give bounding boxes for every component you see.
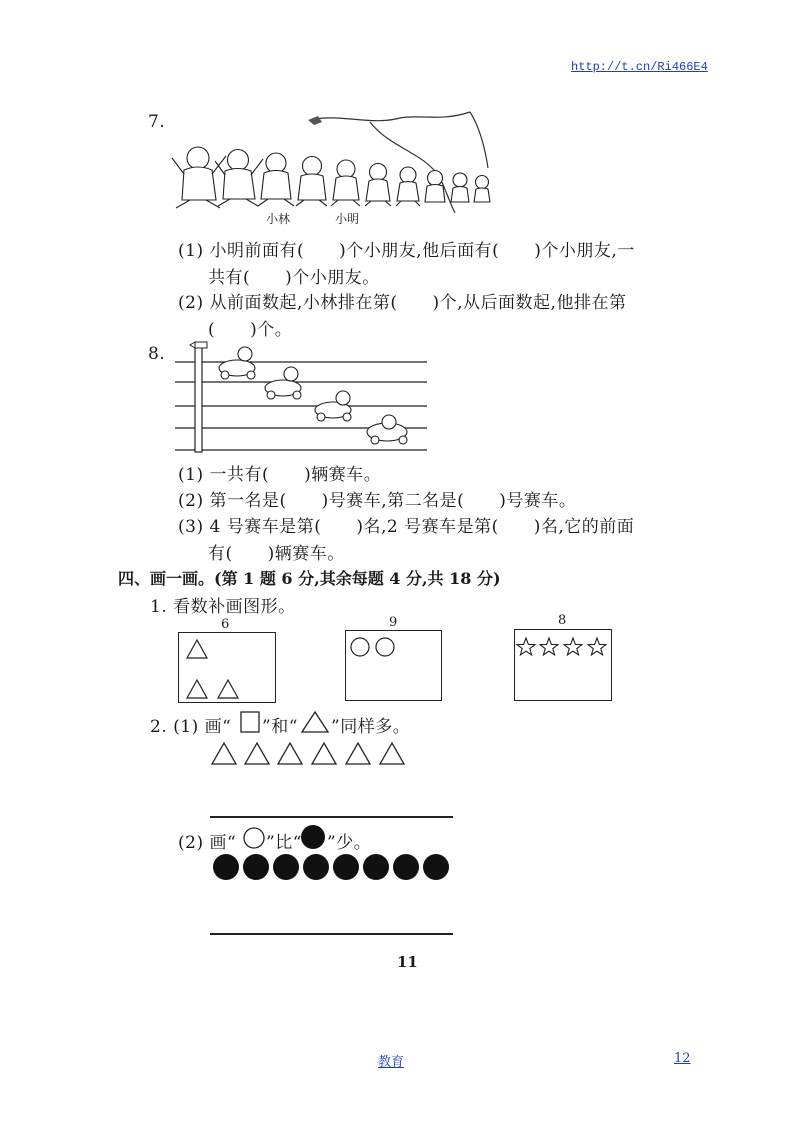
q7-number: 7. (148, 112, 166, 132)
q2b-suffix: ”少。 (327, 833, 372, 853)
filled-circle (303, 854, 329, 880)
answer-line-2[interactable] (210, 933, 453, 935)
q8-race-track-illustration (175, 340, 430, 455)
q7-part1-line1: (1) 小明前面有( )个小朋友,他后面有( )个小朋友,一 (178, 241, 635, 261)
filled-circle (393, 854, 419, 880)
box3-number: 8 (558, 613, 567, 628)
q2a-middle: ”和“ (262, 717, 298, 737)
q2a-suffix: ”同样多。 (331, 717, 411, 737)
q8-part2: (2) 第一名是( )号赛车,第二名是( )号赛车。 (178, 491, 577, 511)
six-triangles-row (210, 740, 410, 766)
q7-children-illustration (170, 108, 500, 216)
q2b-prefix: (2) 画“ (178, 833, 237, 853)
q2b-middle: ”比“ (266, 833, 302, 853)
section4-q1: 1. 看数补画图形。 (150, 597, 296, 617)
q8-number: 8. (148, 344, 166, 364)
q8-part3-line2: 有( )辆赛车。 (208, 544, 345, 564)
q7-part2-line1: (2) 从前面数起,小林排在第( )个,从后面数起,他排在第 (178, 293, 627, 313)
box2-circles (345, 630, 442, 701)
q7-part2-line2: ( )个。 (208, 320, 293, 340)
box1-triangles (178, 632, 276, 703)
filled-circle (363, 854, 389, 880)
filled-circle (333, 854, 359, 880)
label-xiaoming: 小明 (335, 212, 360, 226)
triangle-icon (300, 710, 330, 734)
page-number: 11 (397, 953, 418, 971)
q2a-prefix: 2. (1) 画“ (150, 717, 232, 737)
q8-part3-line1: (3) 4 号赛车是第( )名,2 号赛车是第( )名,它的前面 (178, 517, 635, 537)
filled-circles-row (210, 852, 460, 884)
square-icon (239, 710, 261, 734)
box2-number: 9 (389, 615, 398, 630)
q7-part1-line2: 共有( )个小朋友。 (208, 268, 380, 288)
box3-stars (514, 629, 612, 701)
filled-circle (273, 854, 299, 880)
answer-line-1[interactable] (210, 816, 453, 818)
footer-link[interactable]: 教育 (378, 1055, 405, 1070)
circle-outline-icon (242, 826, 266, 850)
label-xiaolin: 小林 (266, 212, 291, 226)
section4-title: 四、画一画。(第 1 题 6 分,其余每题 4 分,共 18 分) (118, 569, 501, 588)
filled-circle-icon (300, 824, 326, 850)
filled-circle (423, 854, 449, 880)
box1-number: 6 (221, 617, 230, 632)
filled-circle (243, 854, 269, 880)
q8-part1: (1) 一共有( )辆赛车。 (178, 465, 382, 485)
header-url-link[interactable]: http://t.cn/Ri466E4 (571, 60, 708, 74)
filled-circle (213, 854, 239, 880)
footer-page-number[interactable]: 12 (674, 1051, 691, 1066)
